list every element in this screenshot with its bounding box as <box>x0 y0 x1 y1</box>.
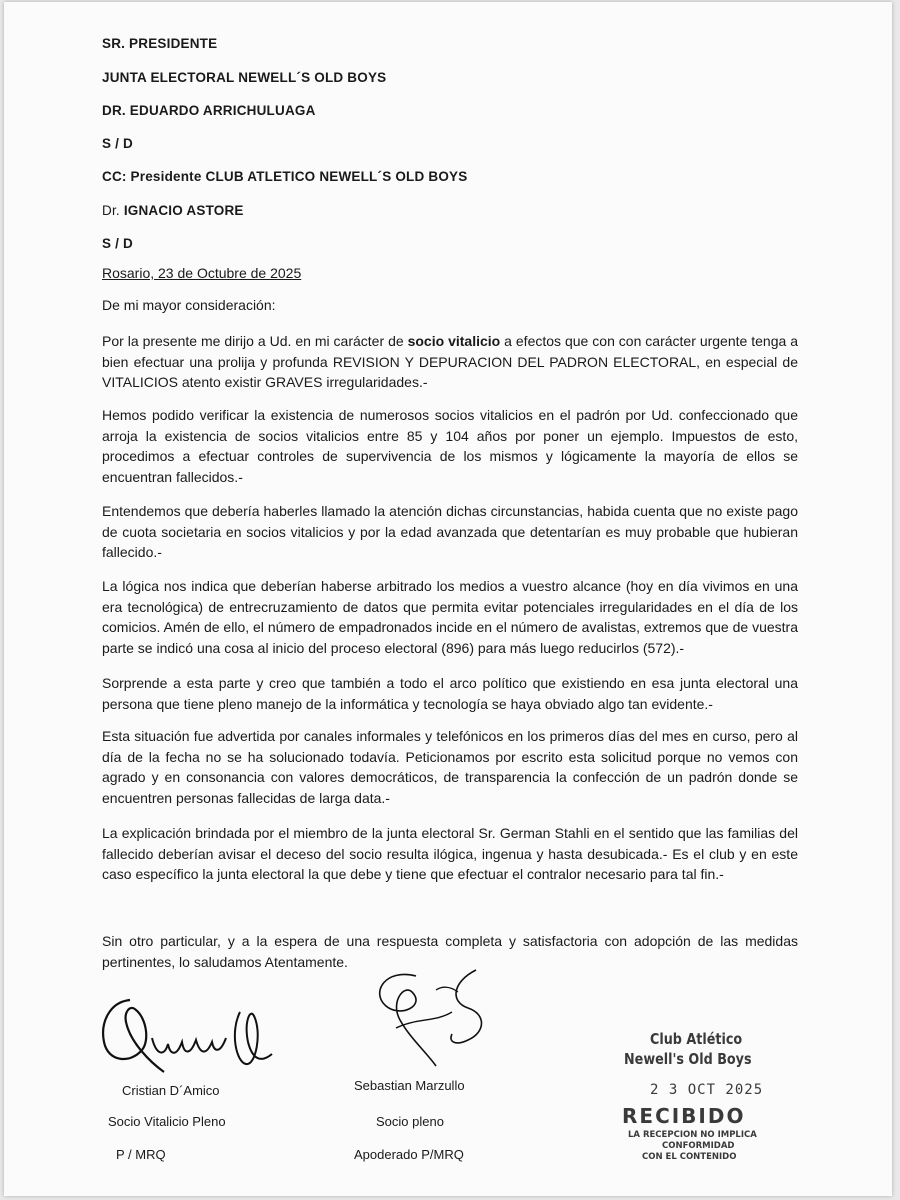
signatory-1-name: Cristian D´Amico <box>122 1083 220 1098</box>
addressee-name: DR. EDUARDO ARRICHULUAGA <box>102 103 316 118</box>
stamp-note-1: LA RECEPCION NO IMPLICA <box>628 1130 757 1140</box>
signature-damico <box>90 992 290 1082</box>
addressee-title: SR. PRESIDENTE <box>102 36 218 51</box>
paragraph-explanation: La explicación brindada por el miembro de la junta electoral Sr. German Stahli en el sentido que las familias del fallecido deberían avisar el deceso del socio resulta ilógica, ingenua y hasta desubicada.- Es el club y en este caso específico la junta electoral la que debe y tiene que efectuar el contralor necesario para tal fin.- <box>102 825 798 882</box>
cc-prefix: CC: <box>102 169 131 184</box>
addressee-sd: S / D <box>102 136 134 151</box>
signatory-2-name: Sebastian Marzullo <box>354 1078 465 1093</box>
signatory-1-role: Socio Vitalicio Pleno <box>108 1114 226 1129</box>
stamp-received: RECIBIDO <box>622 1104 746 1128</box>
paragraph-situation: Esta situación fue advertida por canales informales y telefónicos en los primeros días del mes en curso, pero al día de la fecha no se ha solucionado todavía. Peticionamos por escrito esta solicitud porque no vemos con agrado y en consonancia con valores democráticos, de transparencia la confección de un padrón donde se encuentren personas fallecidas de larga data.- <box>102 728 798 806</box>
addressee-body: JUNTA ELECTORAL NEWELL´S OLD BOYS <box>102 70 387 85</box>
signatory-2-role: Socio pleno <box>376 1114 444 1129</box>
cc-name-line <box>102 203 244 218</box>
cc-name: IGNACIO ASTORE <box>123 203 244 218</box>
stamp-club-line2: Newell's Old Boys <box>624 1050 752 1068</box>
para1-bold: socio vitalicio <box>407 333 501 349</box>
reception-stamp <box>610 1024 790 1174</box>
cc-name-prefix: Dr. <box>102 203 124 218</box>
cc-line <box>102 169 467 184</box>
para1-part-a: Por la presente me dirijo a Ud. en mi carácter de <box>102 333 408 349</box>
para1-part-b: a efectos que con con carácter urgente tenga a bien efectuar una prolija y profunda REVISION Y DEPURACION DEL PADRON ELECTORAL, en especial de VITALICIOS atento existir GRAVES irregularidades.- <box>102 333 798 390</box>
letter-date: Rosario, 23 de Octubre de 2025 <box>102 265 302 281</box>
cc-text: Presidente CLUB ATLETICO NEWELL´S OLD BOYS <box>130 169 468 184</box>
paragraph-surprise: Sorprende a esta parte y creo que también a todo el arco político que existiendo en esa junta electoral una persona que tiene pleno manejo de la informática y tecnología se haya obviado algo tan evidente.- <box>102 675 798 712</box>
stamp-date: 2 3 OCT 2025 <box>650 1082 764 1098</box>
stamp-club-line1: Club Atlético <box>650 1030 743 1048</box>
signatory-1-pmrq: P / MRQ <box>116 1147 166 1162</box>
greeting: De mi mayor consideración: <box>102 297 276 313</box>
stamp-note-3: CON EL CONTENIDO <box>642 1152 737 1162</box>
paragraph-request <box>102 331 798 393</box>
paragraph-closing: Sin otro particular, y a la espera de una respuesta completa y satisfactoria con adopción de las medidas pertinentes, lo saludamos Atentamente. <box>102 933 798 970</box>
cc-sd: S / D <box>102 236 134 251</box>
stamp-note-2: CONFORMIDAD <box>662 1141 735 1151</box>
signature-marzullo <box>356 962 526 1072</box>
paragraph-circumstances: Entendemos que debería haberles llamado la atención dichas circunstancias, habida cuenta que no existe pago de cuota societaria en socios vitalicios y por la edad avanzada que detentarían es muy probable que hubieran fallecido.- <box>102 503 798 560</box>
signatory-2-pmrq: Apoderado P/MRQ <box>354 1147 464 1162</box>
letter-page <box>4 2 892 1196</box>
paragraph-logic: La lógica nos indica que deberían haberse arbitrado los medios a vuestro alcance (hoy en día vivimos en una era tecnológica) de entrecruzamiento de datos que permita evitar potenciales irregularidades en el día de los comicios. Amén de ello, el número de empadronados incide en el número de avalistas, extremos que de vuestra parte se indicó una cosa al inicio del proceso electoral (896) para más luego reducirlos (572).- <box>102 578 798 656</box>
paragraph-verification: Hemos podido verificar la existencia de numerosos socios vitalicios en el padrón por Ud. confeccionado que arroja la existencia de socios vitalicios entre 85 y 104 años por poner un ejemplo. Impuestos de esto, procedimos a efectuar controles de supervivencia de los mismos y lógicamente la mayoría de ellos se encuentran fallecidos.- <box>102 407 798 485</box>
